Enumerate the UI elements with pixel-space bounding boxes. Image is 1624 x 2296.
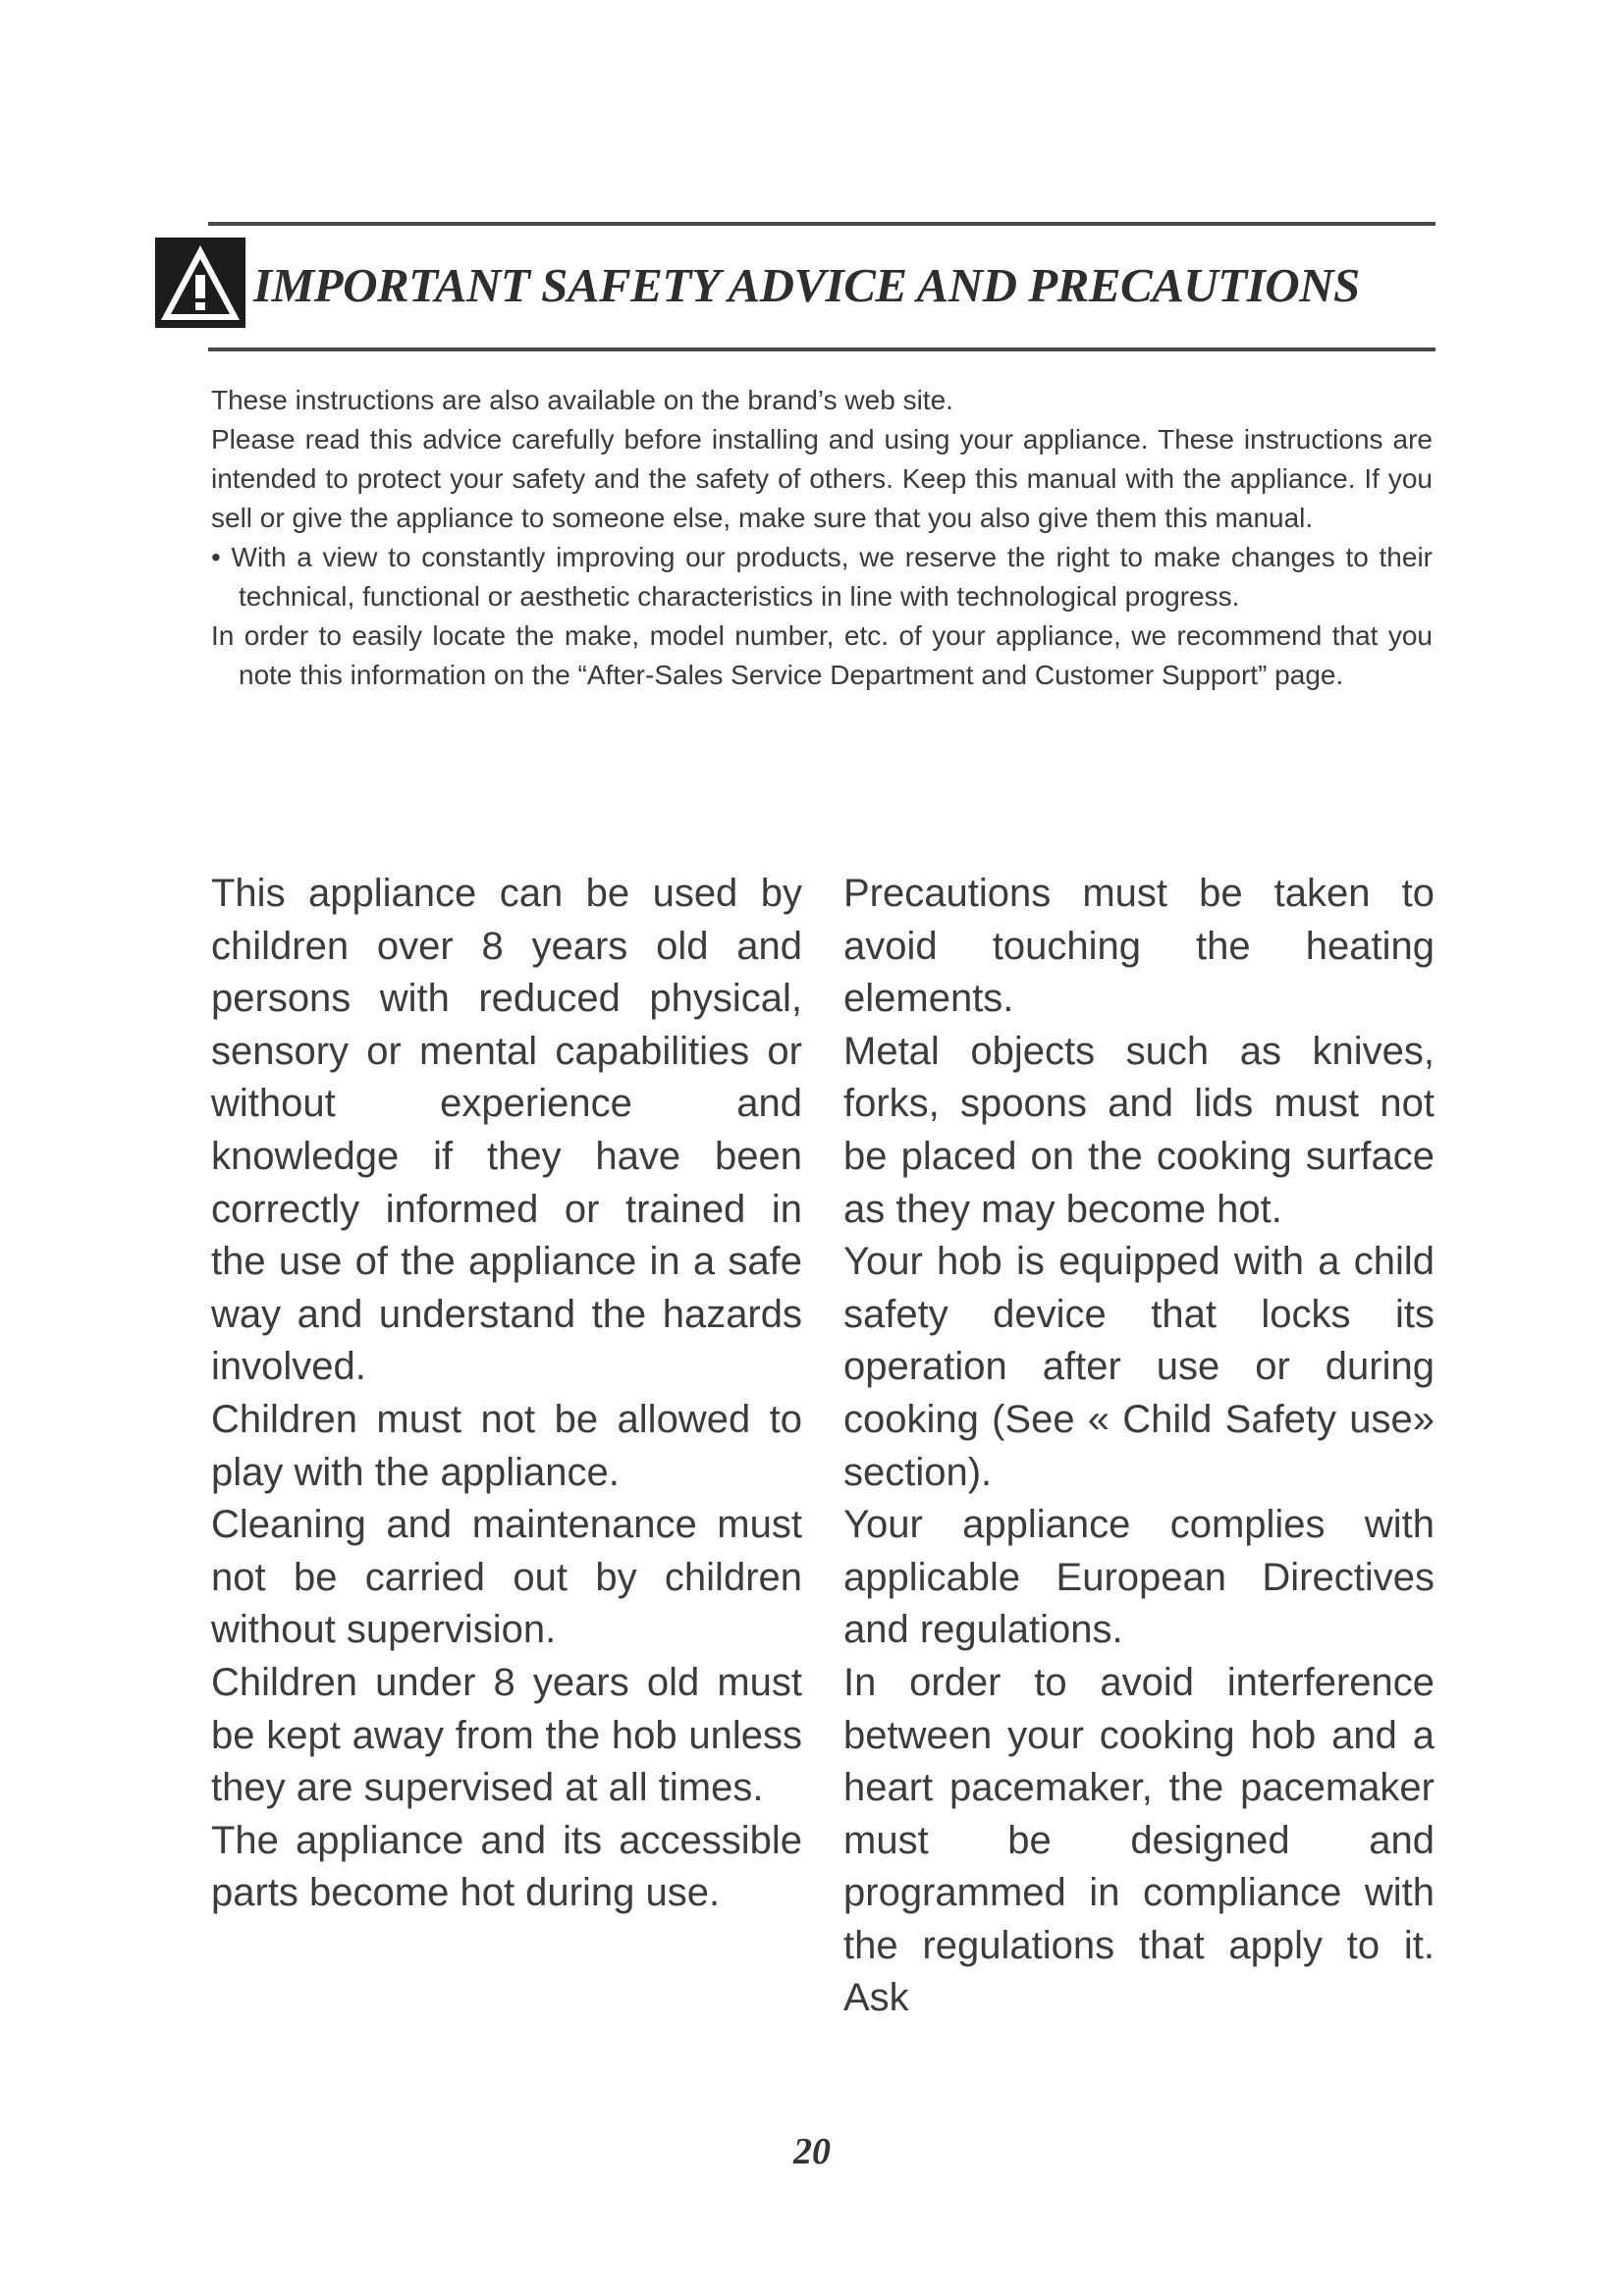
safety-paragraph: Children must not be allowed to play with the appliance. (211, 1397, 802, 1494)
page-title: IMPORTANT SAFETY ADVICE AND PRECAUTIONS (253, 258, 1360, 312)
intro-paragraph: Please read this advice carefully before installing and using your appliance. These instructions are intended to protect your safety and the safety of others. Keep this manual with the appliance. If you sell or give the appliance to someone else, make sure that you also give them this manual. (211, 424, 1433, 533)
warning-triangle-icon (155, 238, 245, 328)
safety-paragraph: Metal objects such as knives, forks, spoons and lids must not be placed on the cooking surface as they may become hot. (843, 1029, 1435, 1231)
intro-bullet: • With a view to constantly improving our products, we reserve the right to make changes to their technical, functional or aesthetic characteristics in line with technological progress. (211, 542, 1433, 612)
header-top-rule (208, 222, 1435, 226)
safety-paragraph: Your appliance complies with applicable European Directives and regulations. (843, 1503, 1435, 1652)
intro-paragraph: In order to easily locate the make, model number, etc. of your appliance, we recommend that you note this information on the “After-Sales Service Department and Customer Support” page. (211, 620, 1433, 690)
page-number: 20 (793, 2131, 831, 2172)
intro-paragraph: These instructions are also available on the brand’s web site. (211, 385, 953, 415)
safety-paragraph: Cleaning and maintenance must not be carried out by children without supervision. (211, 1503, 802, 1652)
safety-paragraph: In order to avoid interference between your cooking hob and a heart pacemaker, the pacemaker must be designed and programmed in compliance with the regulations that apply to it. Ask (843, 1660, 1435, 2020)
safety-paragraph: The appliance and its accessible parts become hot during use. (211, 1818, 802, 1915)
right-column (843, 868, 1435, 2025)
safety-paragraph: Precautions must be taken to avoid touching the heating elements. (843, 872, 1435, 1021)
header-bottom-rule (208, 347, 1435, 351)
safety-paragraph: Children under 8 years old must be kept away from the hob unless they are supervised at all times. (211, 1660, 802, 1810)
safety-paragraph: Your hob is equipped with a child safety device that locks its operation after use or during cooking (See « Child Safety use» section). (843, 1240, 1435, 1494)
safety-paragraph: This appliance can be used by children over 8 years old and persons with reduced physical, sensory or mental capabilities or without experience and knowledge if they have been correctly informed or trained in the use of the appliance in a safe way and understand the hazards involved. (211, 872, 802, 1389)
intro-block (211, 381, 1433, 695)
left-column (211, 868, 802, 1920)
